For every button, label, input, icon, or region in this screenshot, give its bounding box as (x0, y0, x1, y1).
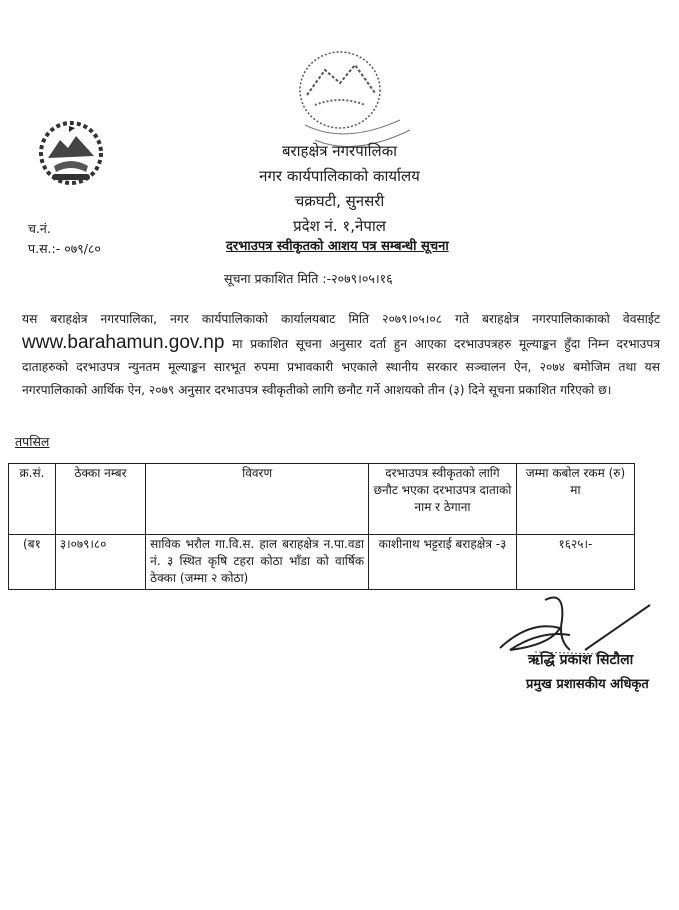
dispatch-number: च.नं. (28, 221, 51, 236)
header-description: विवरण (146, 464, 369, 535)
letter-number: प.स.:- ०७९/८० (28, 241, 101, 256)
body-part-2: मा प्रकाशित सूचना अनुसार दर्ता हुन आएका दरभाउपत्रहरु मूल्याङ्कन हुँदा निम्न दरभाउपत्र दाताहरुको दरभाउपत्र न्युनतम मूल्याङ्कन सारभूत रुपमा प्रभावकारी भएकाले स्थानीय सरकार सञ्चालन ऐन, २०७४ बमोजिम तथा यस नगरपालिकाको आर्थिक ऐन, २०७९ अनुसार दरभाउपत्र स्वीकृतीको लागि छनौट गर्ने आशयको तीन (३) दिने सूचना प्रकाशित गरिएको छ। (22, 337, 660, 397)
table-header-row (9, 464, 635, 535)
header-amount: जम्मा कबोल रकम (रु) मा (516, 464, 634, 535)
cell-amount: १६२५।- (516, 535, 634, 590)
cell-serial: (ब१ (9, 535, 56, 590)
cell-contract-no: ३।०७९।८० (55, 535, 145, 590)
office-name: नगर कार्यपालिकाको कार्यालय (259, 167, 420, 185)
signatory-name: ऋद्धि प्रकाश सिटौला (528, 652, 634, 668)
published-date: सूचना प्रकाशित मिति :-२०७९।०५।१६ (224, 271, 393, 286)
annex-label: तपसिल (15, 434, 50, 449)
header-bidder: दरभाउपत्र स्वीकृतको लागि छनौट भएका दरभाउपत्र दाताको नाम र ठेगाना (369, 464, 517, 535)
municipality-name: बराहक्षेत्र नगरपालिका (281, 142, 398, 160)
cell-description: साविक भरौल गा.वि.स. हाल बराहक्षेत्र न.पा.वडा नं. ३ स्थित कृषि टहरा कोठा भाँडा को वार्षिक ठेक्का (जम्मा २ कोठा) (146, 535, 369, 590)
cell-bidder: काशीनाथ भट्टराई बराहक्षेत्र -३ (369, 535, 517, 590)
signatory-title: प्रमुख प्रशासकीय अधिकृत (526, 677, 649, 692)
province-name: प्रदेश नं. १,नेपाल (293, 217, 386, 235)
notice-body (22, 308, 660, 402)
office-location: चक्रघटी, सुनसरी (294, 192, 385, 210)
header-contract-no: ठेक्का नम्बर (55, 464, 145, 535)
body-part-1: यस बराहक्षेत्र नगरपालिका, नगर कार्यपालिकाको कार्यालयबाट मिति २०७९।०५।०८ गते बराहक्षेत्र नगरपालिकाकाको वेवसाईट (22, 312, 660, 326)
notice-subject: दरभाउपत्र स्वीकृतको आशय पत्र सम्बन्धी सूचना (226, 239, 449, 254)
header-serial: क्र.सं. (9, 464, 56, 535)
website-link[interactable]: www.barahamun.gov.np (22, 332, 225, 353)
table-row (9, 535, 635, 590)
tender-table (8, 463, 635, 590)
